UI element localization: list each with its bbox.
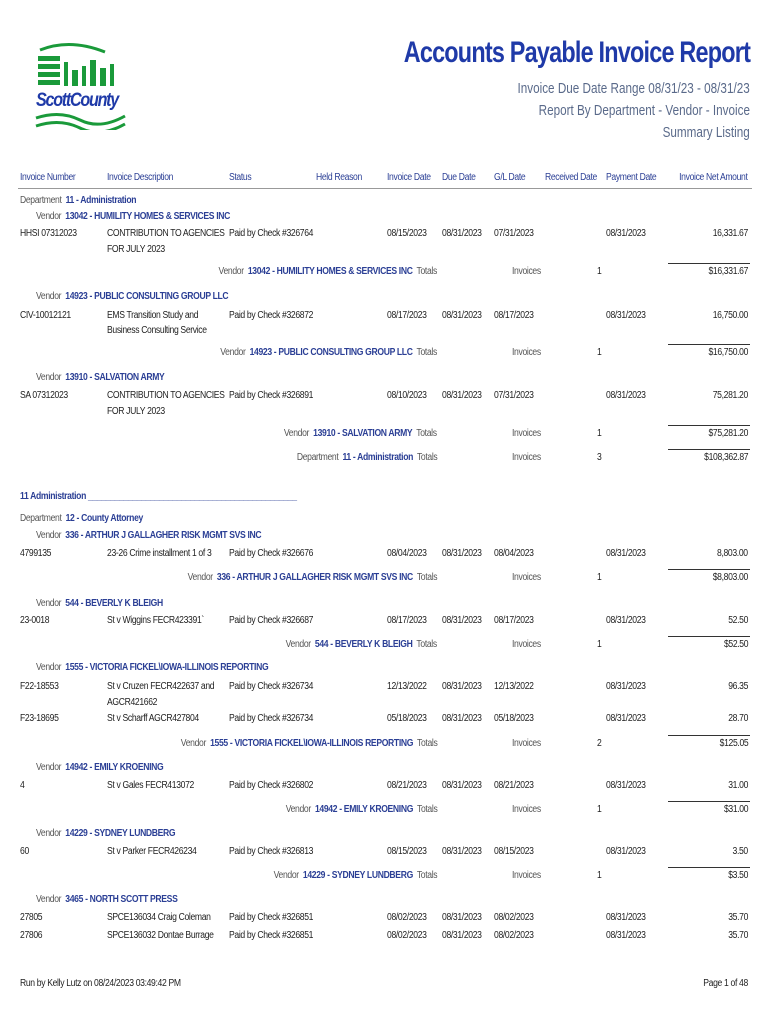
invoice-description: SPCE136032 Dontae Burrage — [107, 930, 214, 941]
vendor-heading — [36, 662, 268, 673]
net-amount: 8,803.00 — [717, 548, 748, 559]
totals-label: Totals — [416, 639, 437, 650]
total-rule — [668, 344, 750, 345]
vendor-name: 14942 - EMILY KROENING — [65, 762, 164, 773]
gl-date: 12/13/2022 — [494, 681, 534, 692]
footer-page-number: Page 1 of 48 — [703, 978, 748, 989]
invoice-description: CONTRIBUTION TO AGENCIES — [107, 390, 225, 401]
vendor-total: $31.00 — [723, 804, 748, 815]
invoice-number: 4799135 — [20, 548, 52, 559]
invoice-date: 08/02/2023 — [387, 912, 427, 923]
invoice-count: 1 — [597, 347, 602, 358]
vendor-label: Vendor — [284, 428, 310, 439]
vendor-label: Vendor — [36, 211, 62, 222]
gl-date: 08/02/2023 — [494, 930, 534, 941]
invoice-date: 08/17/2023 — [387, 310, 427, 321]
footer-run-by: Run by Kelly Lutz on 08/24/2023 03:49:42 PM — [20, 978, 181, 989]
col-status: Status — [229, 172, 252, 183]
payment-date: 08/31/2023 — [606, 912, 646, 923]
vendor-label: Vendor — [36, 828, 62, 839]
net-amount: 28.70 — [728, 713, 748, 724]
total-rule — [668, 569, 750, 570]
due-date: 08/31/2023 — [442, 930, 482, 941]
totals-label: Totals — [416, 266, 437, 277]
gl-date: 07/31/2023 — [494, 390, 534, 401]
invoice-description: EMS Transition Study and — [107, 310, 199, 321]
vendor-name: 13042 - HUMILITY HOMES & SERVICES INC — [247, 266, 413, 277]
vendor-label: Vendor — [36, 894, 62, 905]
invoice-date: 08/17/2023 — [387, 615, 427, 626]
invoice-number: 27806 — [20, 930, 43, 941]
net-amount: 16,331.67 — [712, 228, 748, 239]
net-amount: 31.00 — [728, 780, 748, 791]
vendor-heading — [36, 530, 261, 541]
invoice-description: St v Wiggins FECR423391` — [107, 615, 204, 626]
totals-label: Totals — [416, 572, 437, 583]
vendor-label: Vendor — [36, 530, 62, 541]
vendor-label: Vendor — [285, 639, 311, 650]
due-date: 08/31/2023 — [442, 615, 482, 626]
vendor-heading — [36, 291, 228, 302]
net-amount: 16,750.00 — [712, 310, 748, 321]
invoice-description-cont: FOR JULY 2023 — [107, 244, 165, 255]
total-rule — [668, 425, 750, 426]
invoices-label: Invoices — [512, 428, 541, 439]
report-listing-type: Summary Listing — [662, 124, 750, 141]
net-amount: 35.70 — [728, 930, 748, 941]
vendor-total: $125.05 — [719, 738, 748, 749]
vendor-name: 14923 - PUBLIC CONSULTING GROUP LLC — [249, 347, 413, 358]
invoice-number: 27805 — [20, 912, 43, 923]
invoice-status: Paid by Check #326764 — [229, 228, 314, 239]
invoice-number: SA 07312023 — [20, 390, 68, 401]
vendor-name: 336 - ARTHUR J GALLAGHER RISK MGMT SVS INC — [216, 572, 413, 583]
vendor-label: Vendor — [36, 598, 62, 609]
invoices-label: Invoices — [512, 639, 541, 650]
invoice-count: 1 — [597, 804, 602, 815]
vendor-name: 544 - BEVERLY K BLEIGH — [315, 639, 413, 650]
invoice-date: 08/15/2023 — [387, 846, 427, 857]
invoice-description: St v Cruzen FECR422637 and — [107, 681, 215, 692]
vendor-total: $16,750.00 — [708, 347, 748, 358]
vendor-name: 14942 - EMILY KROENING — [314, 804, 413, 815]
total-rule — [668, 735, 750, 736]
due-date: 08/31/2023 — [442, 713, 482, 724]
due-date: 08/31/2023 — [442, 310, 482, 321]
vendor-name: 14229 - SYDNEY LUNDBERG — [65, 828, 176, 839]
logo-text: ScottCounty — [36, 90, 118, 111]
col-gl-date: G/L Date — [494, 172, 526, 183]
vendor-totals-label — [180, 738, 437, 749]
invoice-count: 1 — [597, 572, 602, 583]
vendor-total: $3.50 — [728, 870, 748, 881]
vendor-heading — [36, 762, 163, 773]
invoice-date: 08/10/2023 — [387, 390, 427, 401]
invoice-number: 4 — [20, 780, 25, 791]
gl-date: 05/18/2023 — [494, 713, 534, 724]
vendor-name: 14923 - PUBLIC CONSULTING GROUP LLC — [65, 291, 229, 302]
invoices-label: Invoices — [512, 452, 541, 463]
invoices-label: Invoices — [512, 572, 541, 583]
vendor-label: Vendor — [36, 662, 62, 673]
vendor-name: 3465 - NORTH SCOTT PRESS — [65, 894, 178, 905]
vendor-totals-label — [219, 266, 437, 277]
vendor-total: $8,803.00 — [712, 572, 748, 583]
header-divider — [18, 188, 752, 189]
total-rule — [668, 867, 750, 868]
invoice-count: 1 — [597, 639, 602, 650]
invoices-label: Invoices — [512, 870, 541, 881]
col-payment-date: Payment Date — [606, 172, 657, 183]
vendor-heading — [36, 894, 177, 905]
vendor-label: Vendor — [285, 804, 311, 815]
invoices-label: Invoices — [512, 804, 541, 815]
gl-date: 08/21/2023 — [494, 780, 534, 791]
net-amount: 35.70 — [728, 912, 748, 923]
invoice-number: CIV-10012121 — [20, 310, 71, 321]
dept-label: Department — [296, 452, 338, 463]
payment-date: 08/31/2023 — [606, 310, 646, 321]
invoice-status: Paid by Check #326891 — [229, 390, 314, 401]
invoice-description: SPCE136034 Craig Coleman — [107, 912, 211, 923]
vendor-label: Vendor — [273, 870, 299, 881]
payment-date: 08/31/2023 — [606, 548, 646, 559]
totals-label: Totals — [416, 428, 437, 439]
vendor-heading — [36, 211, 230, 222]
payment-date: 08/31/2023 — [606, 780, 646, 791]
invoice-date: 05/18/2023 — [387, 713, 427, 724]
gl-date: 08/17/2023 — [494, 615, 534, 626]
invoice-date: 08/15/2023 — [387, 228, 427, 239]
vendor-heading — [36, 372, 164, 383]
invoices-label: Invoices — [512, 738, 541, 749]
total-rule — [668, 449, 750, 450]
vendor-label: Vendor — [180, 738, 206, 749]
vendor-total: $16,331.67 — [708, 266, 748, 277]
invoice-count: 3 — [597, 452, 602, 463]
totals-label: Totals — [416, 347, 437, 358]
vendor-total: $52.50 — [723, 639, 748, 650]
dept-name: 11 - Administration — [65, 195, 137, 206]
invoice-date: 08/04/2023 — [387, 548, 427, 559]
col-invoice-description: Invoice Description — [107, 172, 174, 183]
vendor-name: 336 - ARTHUR J GALLAGHER RISK MGMT SVS INC — [65, 530, 262, 541]
vendor-name: 13910 - SALVATION ARMY — [65, 372, 165, 383]
due-date: 08/31/2023 — [442, 548, 482, 559]
totals-label: Totals — [416, 452, 437, 463]
invoice-description-cont: Business Consulting Service — [107, 325, 207, 336]
report-date-range: Invoice Due Date Range 08/31/23 - 08/31/23 — [517, 80, 750, 97]
vendor-name: 13042 - HUMILITY HOMES & SERVICES INC — [65, 211, 231, 222]
due-date: 08/31/2023 — [442, 780, 482, 791]
invoice-count: 1 — [597, 870, 602, 881]
net-amount: 75,281.20 — [712, 390, 748, 401]
county-logo — [30, 40, 130, 130]
invoice-description: St v Gales FECR413072 — [107, 780, 194, 791]
invoice-status: Paid by Check #326676 — [229, 548, 314, 559]
vendor-label: Vendor — [36, 291, 62, 302]
total-rule — [668, 636, 750, 637]
vendor-label: Vendor — [36, 372, 62, 383]
vendor-label: Vendor — [187, 572, 213, 583]
invoice-number: 23-0018 — [20, 615, 50, 626]
invoices-label: Invoices — [512, 347, 541, 358]
invoice-count: 1 — [597, 428, 602, 439]
gl-date: 08/02/2023 — [494, 912, 534, 923]
vendor-totals-label — [286, 639, 437, 650]
vendor-totals-label — [220, 347, 437, 358]
dept-label: Department — [20, 195, 62, 206]
gl-date: 07/31/2023 — [494, 228, 534, 239]
vendor-name: 14229 - SYDNEY LUNDBERG — [302, 870, 413, 881]
vendor-label: Vendor — [218, 266, 244, 277]
payment-date: 08/31/2023 — [606, 930, 646, 941]
vendor-totals-label — [284, 428, 437, 439]
invoice-status: Paid by Check #326802 — [229, 780, 314, 791]
county-logo-graphic — [30, 40, 130, 130]
vendor-totals-label — [187, 572, 437, 583]
vendor-name: 544 - BEVERLY K BLEIGH — [65, 598, 163, 609]
invoice-status: Paid by Check #326813 — [229, 846, 314, 857]
invoice-count: 1 — [597, 266, 602, 277]
dept-name: 11 - Administration — [342, 452, 413, 463]
payment-date: 08/31/2023 — [606, 846, 646, 857]
invoice-status: Paid by Check #326851 — [229, 912, 314, 923]
payment-date: 08/31/2023 — [606, 228, 646, 239]
invoice-date: 08/21/2023 — [387, 780, 427, 791]
vendor-heading — [36, 598, 163, 609]
due-date: 08/31/2023 — [442, 681, 482, 692]
invoice-status: Paid by Check #326687 — [229, 615, 314, 626]
net-amount: 96.35 — [728, 681, 748, 692]
col-invoice-date: Invoice Date — [387, 172, 431, 183]
total-rule — [668, 263, 750, 264]
invoice-number: HHSI 07312023 — [20, 228, 77, 239]
invoice-status: Paid by Check #326734 — [229, 713, 314, 724]
totals-label: Totals — [416, 738, 437, 749]
vendor-name: 1555 - VICTORIA FICKEL\IOWA-ILLINOIS REPORTING — [209, 738, 413, 749]
invoice-count: 2 — [597, 738, 602, 749]
net-amount: 52.50 — [728, 615, 748, 626]
totals-label: Totals — [416, 804, 437, 815]
section-label: 11 Administration _______________________________________________ — [20, 491, 297, 502]
vendor-name: 1555 - VICTORIA FICKEL\IOWA-ILLINOIS REPORTING — [65, 662, 269, 673]
payment-date: 08/31/2023 — [606, 681, 646, 692]
payment-date: 08/31/2023 — [606, 713, 646, 724]
due-date: 08/31/2023 — [442, 912, 482, 923]
dept-total: $108,362.87 — [703, 452, 748, 463]
vendor-heading — [36, 828, 175, 839]
dept-label: Department — [20, 513, 62, 524]
gl-date: 08/15/2023 — [494, 846, 534, 857]
totals-label: Totals — [416, 870, 437, 881]
payment-date: 08/31/2023 — [606, 390, 646, 401]
invoice-description-cont: FOR JULY 2023 — [107, 406, 165, 417]
vendor-totals-label — [273, 870, 437, 881]
due-date: 08/31/2023 — [442, 390, 482, 401]
invoice-status: Paid by Check #326851 — [229, 930, 314, 941]
vendor-name: 13910 - SALVATION ARMY — [313, 428, 413, 439]
invoice-date: 12/13/2022 — [387, 681, 427, 692]
due-date: 08/31/2023 — [442, 228, 482, 239]
gl-date: 08/04/2023 — [494, 548, 534, 559]
invoice-description: St v Scharff AGCR427804 — [107, 713, 199, 724]
total-rule — [668, 801, 750, 802]
invoice-status: Paid by Check #326734 — [229, 681, 314, 692]
dept-name: 12 - County Attorney — [65, 513, 143, 524]
dept-totals-label — [296, 452, 437, 463]
report-title: Accounts Payable Invoice Report — [403, 36, 750, 69]
invoice-number: F22-18553 — [20, 681, 59, 692]
invoice-number: F23-18695 — [20, 713, 59, 724]
col-held-reason: Held Reason — [316, 172, 362, 183]
invoice-description: CONTRIBUTION TO AGENCIES — [107, 228, 225, 239]
gl-date: 08/17/2023 — [494, 310, 534, 321]
dept-heading — [20, 513, 143, 524]
col-invoice-net-amount: Invoice Net Amount — [679, 172, 748, 183]
col-invoice-number: Invoice Number — [20, 172, 76, 183]
net-amount: 3.50 — [732, 846, 748, 857]
col-received-date: Received Date — [545, 172, 597, 183]
invoice-description: 23-26 Crime installment 1 of 3 — [107, 548, 212, 559]
payment-date: 08/31/2023 — [606, 615, 646, 626]
vendor-label: Vendor — [220, 347, 246, 358]
vendor-label: Vendor — [36, 762, 62, 773]
report-grouping: Report By Department - Vendor - Invoice — [538, 102, 750, 119]
invoice-status: Paid by Check #326872 — [229, 310, 314, 321]
dept-heading — [20, 195, 136, 206]
col-due-date: Due Date — [442, 172, 476, 183]
due-date: 08/31/2023 — [442, 846, 482, 857]
vendor-total: $75,281.20 — [708, 428, 748, 439]
invoice-date: 08/02/2023 — [387, 930, 427, 941]
vendor-totals-label — [285, 804, 437, 815]
invoice-description: St v Parker FECR426234 — [107, 846, 197, 857]
invoices-label: Invoices — [512, 266, 541, 277]
invoice-number: 60 — [20, 846, 29, 857]
invoice-description-cont: AGCR421662 — [107, 697, 158, 708]
